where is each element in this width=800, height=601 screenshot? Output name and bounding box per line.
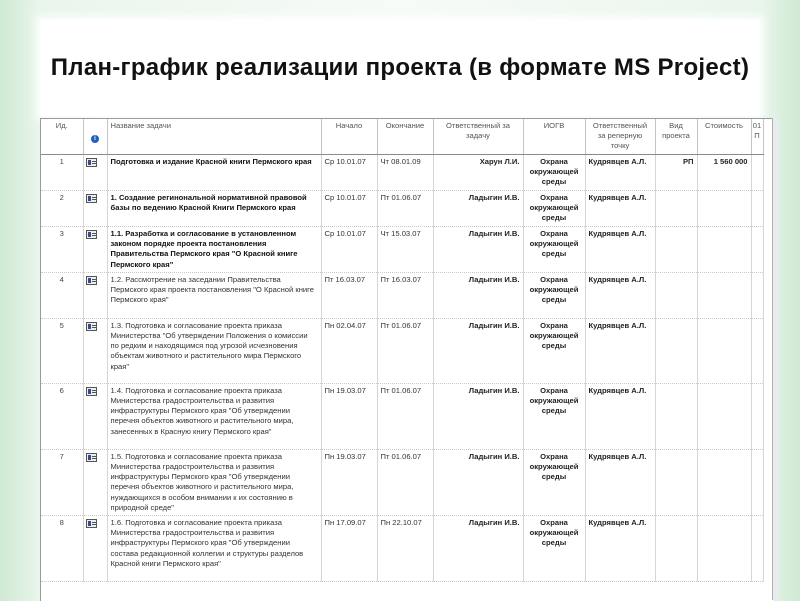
task-finish[interactable]: Чт 15.03.07	[377, 227, 433, 273]
task-project-type[interactable]	[655, 227, 697, 273]
task-responsible-ref[interactable]: Кудрявцев А.Л.	[585, 516, 655, 582]
task-finish[interactable]: Пн 22.10.07	[377, 516, 433, 582]
task-project-type[interactable]	[655, 191, 697, 227]
task-finish[interactable]: Пт 01.06.07	[377, 449, 433, 515]
task-responsible-ref[interactable]: Кудрявцев А.Л.	[585, 191, 655, 227]
task-project-type[interactable]	[655, 516, 697, 582]
task-name[interactable]: 1.6. Подготовка и согласование проекта приказа Министерства градостроительства и развития инфраструктуры Пермского края "Об утверждении составa редакционной коллегии и структуры разделов Красной книги Пермского края"	[107, 516, 321, 582]
task-extra	[751, 383, 763, 449]
task-responsible-ref[interactable]: Кудрявцев А.Л.	[585, 383, 655, 449]
task-iogv[interactable]: Охрана окружающей среды	[523, 318, 585, 383]
task-start[interactable]: Пн 02.04.07	[321, 318, 377, 383]
task-iogv[interactable]: Охрана окружающей среды	[523, 449, 585, 515]
task-extra	[751, 449, 763, 515]
task-start[interactable]: Пн 19.03.07	[321, 383, 377, 449]
task-finish[interactable]: Пт 01.06.07	[377, 191, 433, 227]
task-name[interactable]: 1.3. Подготовка и согласование проекта приказа Министерства "Об утверждении Положения о комиссии по редким и находящимся под угрозой исчезновения объектам животного и растительного мира Пермского края"	[107, 318, 321, 383]
row-indicator	[83, 449, 107, 515]
table-row[interactable]	[41, 155, 763, 191]
row-id: 2	[41, 191, 83, 227]
row-id: 3	[41, 227, 83, 273]
slide-title: План-график реализации проекта (в формате MS Project)	[50, 54, 750, 81]
task-name[interactable]: 1.1. Разработка и согласование в установленном законом порядке проекта постановления Правительства Пермского края "О Красной книге Пермского края"	[107, 227, 321, 273]
task-responsible[interactable]: Ладыгин И.В.	[433, 383, 523, 449]
table-row[interactable]	[41, 318, 763, 383]
col-header-responsible-ref[interactable]: Ответственный за реперную точку	[585, 119, 655, 155]
slide-title-box	[40, 20, 760, 116]
task-cost[interactable]: 1 560 000	[697, 155, 751, 191]
col-header-name[interactable]: Название задачи	[107, 119, 321, 155]
row-indicator	[83, 191, 107, 227]
row-id: 7	[41, 449, 83, 515]
row-indicator	[83, 272, 107, 318]
task-notes-icon[interactable]	[86, 158, 97, 167]
col-header-start[interactable]: Начало	[321, 119, 377, 155]
task-iogv[interactable]: Охрана окружающей среды	[523, 155, 585, 191]
project-table-sheet	[40, 118, 773, 601]
task-project-type[interactable]	[655, 449, 697, 515]
task-notes-icon[interactable]	[86, 276, 97, 285]
row-indicator	[83, 516, 107, 582]
table-row[interactable]	[41, 516, 763, 582]
task-responsible[interactable]: Ладыгин И.В.	[433, 191, 523, 227]
table-row[interactable]	[41, 227, 763, 273]
col-header-extra[interactable]: 01 П	[751, 119, 763, 155]
row-indicator	[83, 383, 107, 449]
row-indicator	[83, 227, 107, 273]
task-iogv[interactable]: Охрана окружающей среды	[523, 191, 585, 227]
task-finish[interactable]: Пт 16.03.07	[377, 272, 433, 318]
task-extra	[751, 272, 763, 318]
task-project-type[interactable]	[655, 383, 697, 449]
task-notes-icon[interactable]	[86, 322, 97, 331]
task-name[interactable]: 1.5. Подготовка и согласование проекта приказа Министерства градостроительства и развития инфраструктуры Пермского края "Об утверждении перечня объектов животного и растительного мира, нуждающихся в особом внимании к их состоянию в природной среде"	[107, 449, 321, 515]
col-header-project-type[interactable]: Вид проекта	[655, 119, 697, 155]
table-row[interactable]	[41, 272, 763, 318]
task-responsible-ref[interactable]: Кудрявцев А.Л.	[585, 318, 655, 383]
table-row[interactable]	[41, 383, 763, 449]
row-id: 1	[41, 155, 83, 191]
col-header-id[interactable]: Ид.	[41, 119, 83, 155]
row-indicator	[83, 155, 107, 191]
task-start[interactable]: Ср 10.01.07	[321, 227, 377, 273]
task-responsible[interactable]: Ладыгин И.В.	[433, 227, 523, 273]
task-responsible-ref[interactable]: Кудрявцев А.Л.	[585, 272, 655, 318]
task-project-type[interactable]	[655, 318, 697, 383]
task-finish[interactable]: Пт 01.06.07	[377, 318, 433, 383]
task-notes-icon[interactable]	[86, 230, 97, 239]
col-header-iogv[interactable]: ИОГВ	[523, 119, 585, 155]
task-cost[interactable]	[697, 516, 751, 582]
task-name[interactable]: 1. Создание регинональной нормативной правовой базы по ведению Красной Книги Пермского края	[107, 191, 321, 227]
col-header-finish[interactable]: Окончание	[377, 119, 433, 155]
task-extra	[751, 227, 763, 273]
col-header-responsible[interactable]: Ответственный за задачу	[433, 119, 523, 155]
table-row[interactable]	[41, 191, 763, 227]
task-cost[interactable]	[697, 383, 751, 449]
task-extra	[751, 155, 763, 191]
task-name[interactable]: 1.2. Рассмотрение на заседании Правительства Пермского края проекта постановления "О Красной книге Пермского края"	[107, 272, 321, 318]
task-responsible[interactable]: Харун Л.И.	[433, 155, 523, 191]
task-start[interactable]: Ср 10.01.07	[321, 191, 377, 227]
task-notes-icon[interactable]	[86, 519, 97, 528]
task-finish[interactable]: Пт 01.06.07	[377, 383, 433, 449]
task-cost[interactable]	[697, 449, 751, 515]
task-notes-icon[interactable]	[86, 194, 97, 203]
row-indicator	[83, 318, 107, 383]
task-cost[interactable]	[697, 272, 751, 318]
task-iogv[interactable]: Охрана окружающей среды	[523, 383, 585, 449]
task-start[interactable]: Пн 17.09.07	[321, 516, 377, 582]
task-iogv[interactable]: Охрана окружающей среды	[523, 227, 585, 273]
task-start[interactable]: Пн 19.03.07	[321, 449, 377, 515]
task-notes-icon[interactable]	[86, 453, 97, 462]
task-cost[interactable]	[697, 191, 751, 227]
task-project-type[interactable]: РП	[655, 155, 697, 191]
task-start[interactable]: Ср 10.01.07	[321, 155, 377, 191]
row-id: 4	[41, 272, 83, 318]
task-cost[interactable]	[697, 318, 751, 383]
row-id: 6	[41, 383, 83, 449]
task-responsible-ref[interactable]: Кудрявцев А.Л.	[585, 155, 655, 191]
task-iogv[interactable]: Охрана окружающей среды	[523, 272, 585, 318]
row-id: 8	[41, 516, 83, 582]
task-extra	[751, 516, 763, 582]
col-header-cost[interactable]: Стоимость	[697, 119, 751, 155]
vertical-scrollbar[interactable]	[772, 118, 779, 600]
task-finish[interactable]: Чт 08.01.09	[377, 155, 433, 191]
task-notes-icon[interactable]	[86, 387, 97, 396]
table-header-row	[41, 119, 763, 155]
table-row[interactable]	[41, 449, 763, 515]
project-table	[41, 119, 764, 582]
info-icon: i	[91, 135, 99, 143]
task-iogv[interactable]: Охрана окружающей среды	[523, 516, 585, 582]
task-responsible-ref[interactable]: Кудрявцев А.Л.	[585, 449, 655, 515]
task-responsible[interactable]: Ладыгин И.В.	[433, 449, 523, 515]
task-responsible[interactable]: Ладыгин И.В.	[433, 272, 523, 318]
task-responsible-ref[interactable]: Кудрявцев А.Л.	[585, 227, 655, 273]
col-header-indicators[interactable]	[83, 119, 107, 155]
task-responsible[interactable]: Ладыгин И.В.	[433, 318, 523, 383]
task-name[interactable]: Подготовка и издание Красной книги Пермского края	[107, 155, 321, 191]
task-project-type[interactable]	[655, 272, 697, 318]
task-responsible[interactable]: Ладыгин И.В.	[433, 516, 523, 582]
task-start[interactable]: Пт 16.03.07	[321, 272, 377, 318]
task-cost[interactable]	[697, 227, 751, 273]
table-body	[41, 155, 763, 582]
task-extra	[751, 318, 763, 383]
task-name[interactable]: 1.4. Подготовка и согласование проекта приказа Министерства градостроительства и развития инфраструктуры Пермского края "Об утверждении перечня объектов животного и растительного мира, занесенных в Красную книгу Пермского края"	[107, 383, 321, 449]
row-id: 5	[41, 318, 83, 383]
task-extra	[751, 191, 763, 227]
